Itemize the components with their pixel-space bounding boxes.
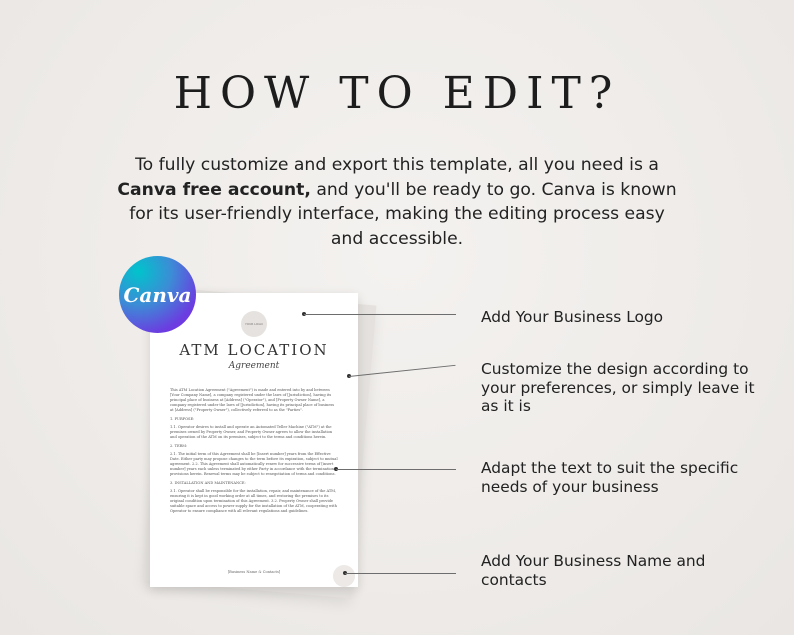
intro-bold: Canva free account, <box>117 179 311 200</box>
document-paragraph: 3. INSTALLATION AND MAINTENANCE: <box>170 480 246 485</box>
document-corner-decoration <box>333 565 355 587</box>
document-paragraph: 2. TERM: <box>170 443 188 448</box>
document-paragraph: 1.1. Operator desires to install and operate an Automated Teller Machine ("ATM") at the premises owned by Property Owner, and Property Owner agrees to allow the installation and operation of the ATM on its premises, subject to the terms and conditions herein. <box>170 425 333 439</box>
intro-line-4: and accessible. <box>330 228 464 249</box>
document-paragraph: 3.1. Operator shall be responsible for the installation, repair, and maintenance of the ATM, ensuring it is kept in good working order at all times, and restoring the premises to its original condition upon termination of this Agreement. 3.2. Property Owner shall provide suitable space and access to power supply for the installation of the ATM, cooperating with Operator to ensure compliance with all relevant regulations and guidelines. <box>170 489 337 513</box>
document-subtitle: Agreement <box>228 361 280 371</box>
document-preview <box>150 293 358 587</box>
document-paragraph: 1. PURPOSE: <box>170 416 195 421</box>
callout-line-logo <box>304 314 456 315</box>
document-title: ATM LOCATION <box>179 341 329 359</box>
document-paragraph: 2.1. The initial term of this Agreement shall be [Insert number] years from the Effective Date. Either party may propose changes to the term before its expiration, subject to mutual agreement. 2.2. This Agreement shall automatically renew for successive terms of [insert number] years each unless terminated by either Party in accordance with the termination provisions herein. Renewal terms may be subject to renegotiation of terms and conditions. <box>170 452 338 476</box>
document-logo-placeholder: YOUR LOGO <box>241 311 267 337</box>
intro-text <box>90 153 704 251</box>
document-paragraph: This ATM Location Agreement ("Agreement") is made and entered into by and between [Your Company Name], a company registered under the laws of [Jurisdiction], having its principal place of business at [Address] ("Operator"), and [Property Owner Name], a company registered under the laws of [Jurisdiction], having its principal place of business at [Address] ("Property Owner"), collectively referred to as the "Parties". <box>170 388 335 412</box>
callout-line-text <box>336 469 456 470</box>
callout-design: Customize the design according to your preferences, or simply leave it as it is <box>481 360 755 415</box>
intro-line-1: To fully customize and export this template, all you need is a <box>135 155 659 175</box>
document-body <box>170 388 338 518</box>
document-footer: [Business Name & Contacts] <box>227 570 281 574</box>
page-title: HOW TO EDIT? <box>173 68 621 119</box>
canva-logo: Canva <box>119 256 196 333</box>
callout-logo: Add Your Business Logo <box>481 308 664 326</box>
intro-line-2: and you'll be ready to go. Canva is known <box>310 179 677 200</box>
intro-line-3: for its user-friendly interface, making the editing process easy <box>129 204 665 224</box>
callout-contacts: Add Your Business Name and contacts <box>481 552 706 589</box>
callout-line-contacts <box>345 573 456 574</box>
callout-text: Adapt the text to suit the specific needs of your business <box>481 459 739 496</box>
